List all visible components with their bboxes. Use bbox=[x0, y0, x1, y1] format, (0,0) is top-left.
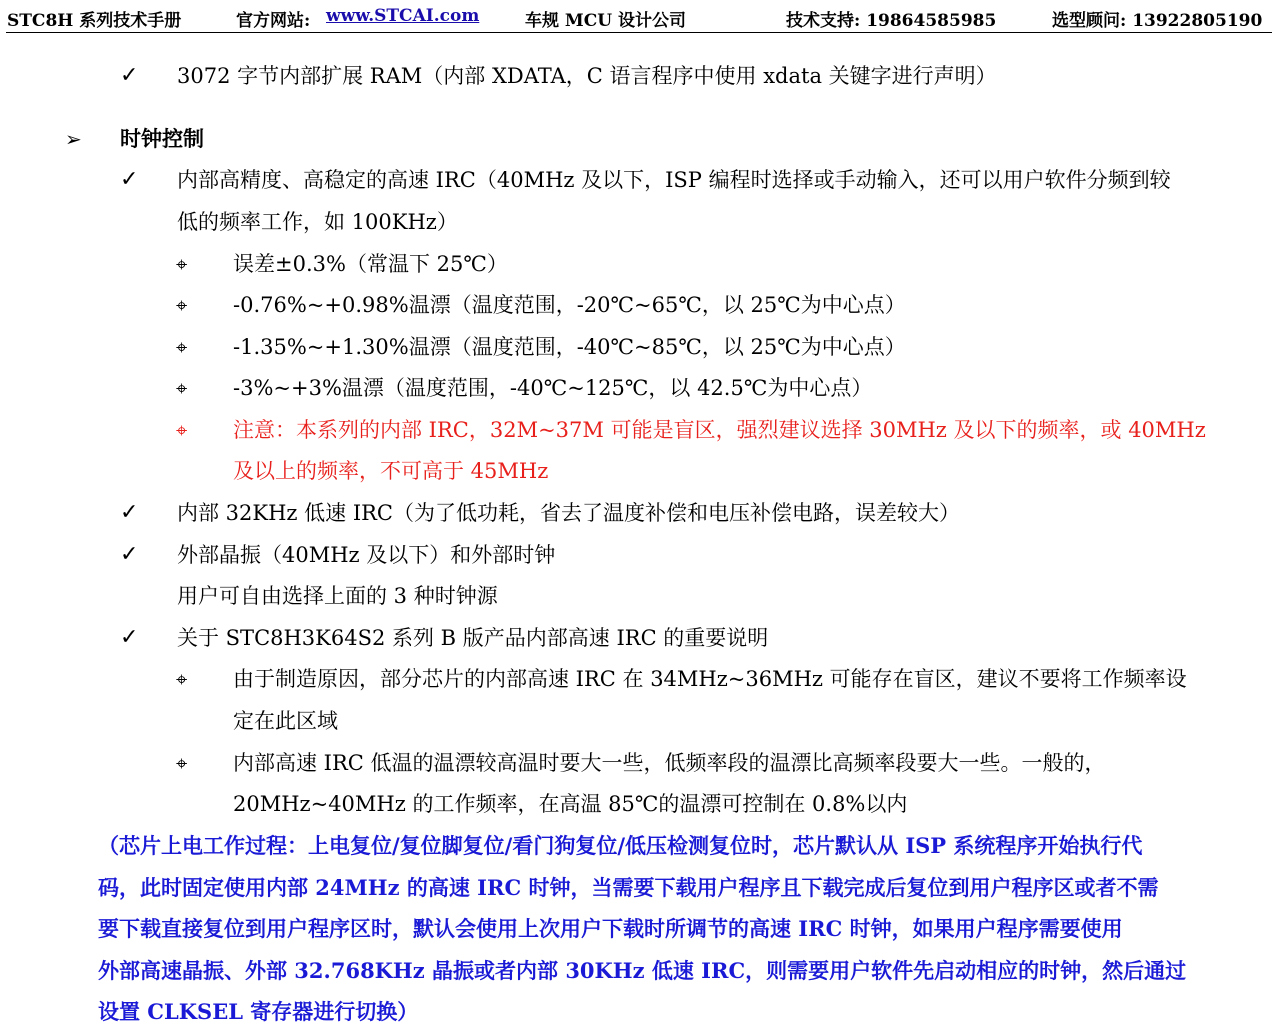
website-link-text[interactable]: www.STCAI.com bbox=[326, 6, 480, 26]
arrow-bullet-icon: ➢ bbox=[65, 127, 82, 151]
sub-item: 内部高速 IRC 低温的温漂较高温时要大一些，低频率段的温漂比高频率段要大一些。一般的， bbox=[233, 751, 1106, 775]
manual-title: STC8H 系列技术手册 bbox=[7, 11, 182, 31]
sub-item: -0.76%~+0.98%温漂（温度范围，-20℃~65℃，以 25℃为中心点） bbox=[233, 293, 906, 317]
list-item: 外部晶振（40MHz 及以下）和外部时钟 bbox=[177, 543, 556, 567]
sub-item: 由于制造原因，部分芯片的内部高速 IRC 在 34MHz~36MHz 可能存在盲区，建议不要将工作频率设 bbox=[233, 667, 1187, 691]
list-item: 内部 32KHz 低速 IRC（为了低功耗，省去了温度补偿和电压补偿电路，误差较大） bbox=[177, 501, 960, 525]
check-icon: ✓ bbox=[120, 63, 139, 88]
sub-item: -1.35%~+1.30%温漂（温度范围，-40℃~85℃，以 25℃为中心点） bbox=[233, 335, 906, 359]
check-icon: ✓ bbox=[120, 500, 139, 525]
sub-item: -3%~+3%温漂（温度范围，-40℃~125℃，以 42.5℃为中心点） bbox=[233, 376, 873, 400]
sub-bullet-icon: ⌖ bbox=[176, 335, 188, 359]
power-on-note: （芯片上电工作过程：上电复位/复位脚复位/看门狗复位/低压检测复位时，芯片默认从 ISP 系统程序开始执行代 bbox=[98, 833, 1143, 858]
list-item-continued: 用户可自由选择上面的 3 种时钟源 bbox=[177, 584, 498, 608]
sub-item: 误差±0.3%（常温下 25℃） bbox=[233, 252, 508, 276]
warning-bullet-icon: ⌖ bbox=[176, 418, 188, 442]
check-icon: ✓ bbox=[120, 167, 139, 192]
warning-note: 注意：本系列的内部 IRC，32M~37M 可能是盲区，强烈建议选择 30MHz 及以下的频率，或 40MHz bbox=[233, 418, 1206, 442]
section-title: 时钟控制 bbox=[120, 126, 204, 151]
sub-bullet-icon: ⌖ bbox=[176, 293, 188, 317]
sub-bullet-icon: ⌖ bbox=[176, 252, 188, 276]
power-on-note-line: 设置 CLKSEL 寄存器进行切换） bbox=[98, 999, 419, 1024]
company-tagline: 车规 MCU 设计公司 bbox=[525, 11, 687, 31]
header-divider bbox=[6, 32, 1272, 33]
power-on-note-line: 要下载直接复位到用户程序区时，默认会使用上次用户下载时所调节的高速 IRC 时钟，如果用户程序需要使用 bbox=[98, 916, 1123, 941]
sub-bullet-icon: ⌖ bbox=[176, 751, 188, 775]
power-on-note-line: 外部高速晶振、外部 32.768KHz 晶振或者内部 30KHz 低速 IRC，则需要用户软件先启动相应的时钟，然后通过 bbox=[98, 958, 1187, 983]
sub-item-continued: 定在此区域 bbox=[233, 709, 338, 733]
list-item: 内部高精度、高稳定的高速 IRC（40MHz 及以下，ISP 编程时选择或手动输入，还可以用户软件分频到较 bbox=[177, 168, 1171, 192]
sub-bullet-icon: ⌖ bbox=[176, 376, 188, 400]
list-item: 关于 STC8H3K64S2 系列 B 版产品内部高速 IRC 的重要说明 bbox=[177, 626, 769, 650]
advisor-phone: 选型顾问: 13922805190 bbox=[1052, 11, 1263, 31]
list-item-continued: 低的频率工作，如 100KHz） bbox=[177, 210, 458, 234]
website-link[interactable] bbox=[326, 6, 479, 26]
check-icon: ✓ bbox=[120, 625, 139, 650]
page-header bbox=[0, 0, 1279, 32]
support-phone: 技术支持: 19864585985 bbox=[786, 11, 997, 31]
list-item: 3072 字节内部扩展 RAM（内部 XDATA，C 语言程序中使用 xdata 关键字进行声明） bbox=[177, 64, 997, 88]
website-label: 官方网站: bbox=[236, 11, 311, 31]
power-on-note-line: 码，此时固定使用内部 24MHz 的高速 IRC 时钟，当需要下载用户程序且下载完成后复位到用户程序区或者不需 bbox=[98, 875, 1159, 900]
warning-note-continued: 及以上的频率，不可高于 45MHz bbox=[233, 459, 549, 483]
sub-bullet-icon: ⌖ bbox=[176, 667, 188, 691]
check-icon: ✓ bbox=[120, 542, 139, 567]
sub-item-continued: 20MHz~40MHz 的工作频率，在高温 85℃的温漂可控制在 0.8%以内 bbox=[233, 792, 908, 816]
